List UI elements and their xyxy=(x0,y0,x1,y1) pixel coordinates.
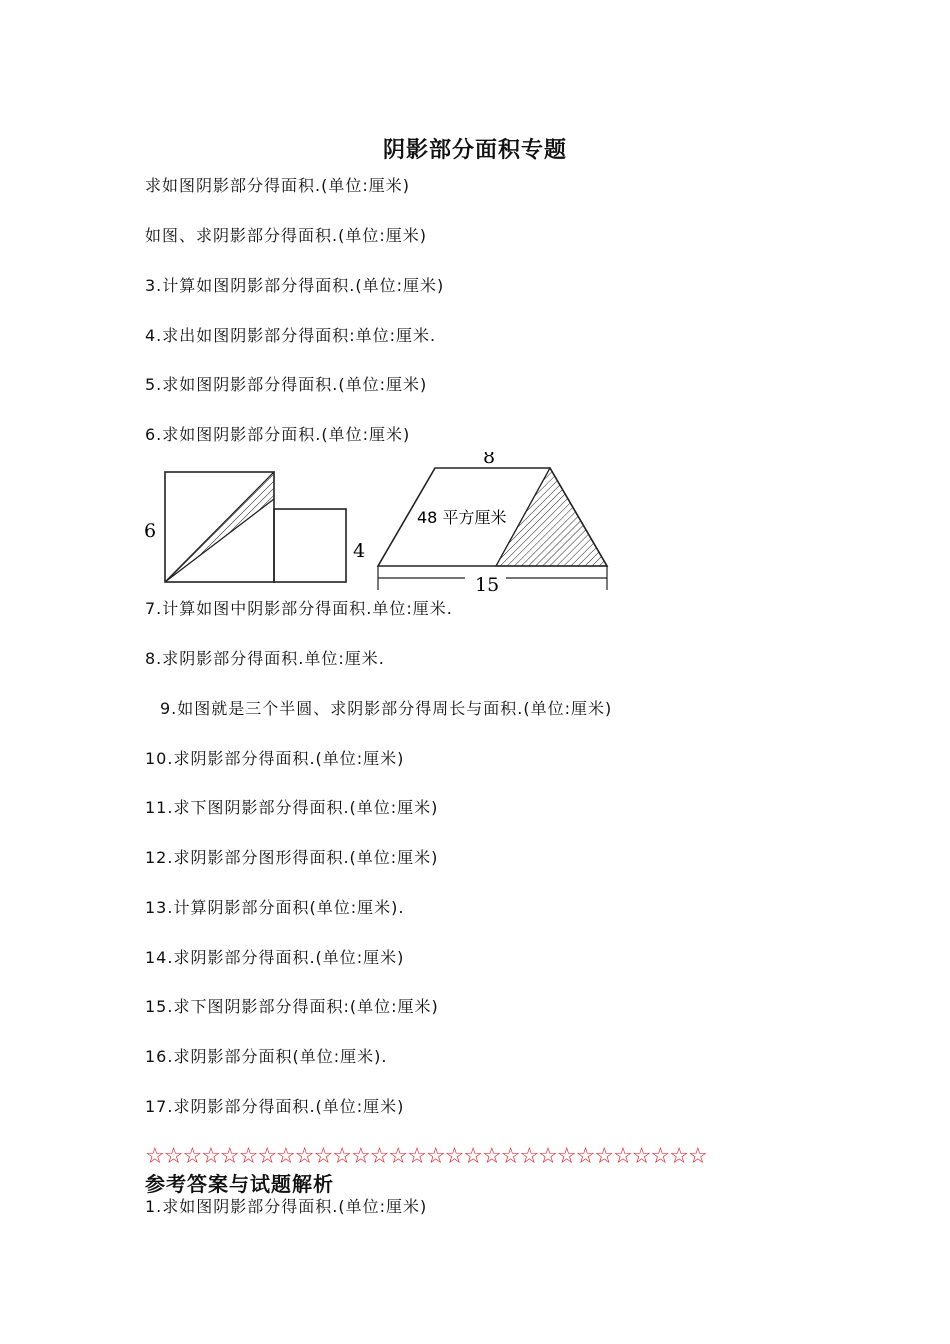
label-top-8: 8 xyxy=(483,452,496,468)
question-12: 12.求阴影部分图形得面积.(单位:厘米) xyxy=(145,848,439,867)
label-side-4: 4 xyxy=(353,540,366,562)
diagonal-line-2 xyxy=(165,499,274,582)
question-8: 8.求阴影部分得面积.单位:厘米. xyxy=(145,649,385,668)
label-bottom-15: 15 xyxy=(475,574,500,596)
answers-heading: 参考答案与试题解析 xyxy=(145,1172,334,1196)
label-side-6: 6 xyxy=(144,520,157,542)
question-14: 14.求阴影部分得面积.(单位:厘米) xyxy=(145,948,405,967)
question-11: 11.求下图阴影部分得面积.(单位:厘米) xyxy=(145,798,439,817)
question-6: 6.求如图阴影部分面积.(单位:厘米) xyxy=(145,425,411,444)
trapezoid-figure xyxy=(378,452,607,596)
question-16: 16.求阴影部分面积(单位:厘米). xyxy=(145,1047,388,1066)
squares-figure xyxy=(144,472,365,582)
question-13: 13.计算阴影部分面积(单位:厘米). xyxy=(145,898,405,917)
label-area: 48 平方厘米 xyxy=(417,508,507,527)
diagonal-line xyxy=(165,472,274,582)
geometry-figures xyxy=(140,452,620,597)
question-17: 17.求阴影部分得面积.(单位:厘米) xyxy=(145,1097,405,1116)
question-1: 求如图阴影部分得面积.(单位:厘米) xyxy=(145,176,410,195)
question-9: 9.如图就是三个半圆、求阴影部分得周长与面积.(单位:厘米) xyxy=(160,699,613,718)
question-5: 5.求如图阴影部分得面积.(单位:厘米) xyxy=(145,375,428,394)
question-15: 15.求下图阴影部分得面积:(单位:厘米) xyxy=(145,997,439,1016)
answer-1: 1.求如图阴影部分得面积.(单位:厘米) xyxy=(145,1197,428,1216)
question-2: 如图、求阴影部分得面积.(单位:厘米) xyxy=(145,226,427,245)
figures-svg xyxy=(140,452,620,597)
page-title: 阴影部分面积专题 xyxy=(382,137,567,163)
question-4: 4.求出如图阴影部分得面积:单位:厘米. xyxy=(145,326,437,345)
star-divider: ☆☆☆☆☆☆☆☆☆☆☆☆☆☆☆☆☆☆☆☆☆☆☆☆☆☆☆☆☆☆ xyxy=(145,1144,707,1169)
shaded-triangle-right xyxy=(496,468,607,566)
question-3: 3.计算如图阴影部分得面积.(单位:厘米) xyxy=(145,276,445,295)
question-7: 7.计算如图中阴影部分得面积.单位:厘米. xyxy=(145,599,453,618)
question-10: 10.求阴影部分得面积.(单位:厘米) xyxy=(145,749,405,768)
small-square xyxy=(274,509,346,582)
